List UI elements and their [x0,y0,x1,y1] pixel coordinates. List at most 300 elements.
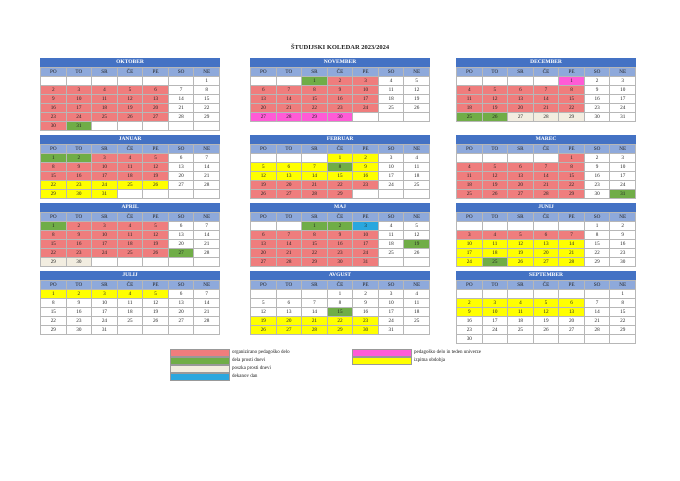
empty-cell [559,335,585,344]
day-cell: 26 [482,113,508,122]
day-cell: 1 [559,154,585,163]
day-cell: 6 [533,231,559,240]
day-cell: 21 [194,172,220,181]
legend-swatch [170,365,230,373]
weekday-header: TO [276,68,302,77]
day-cell: 5 [508,231,534,240]
week-row [251,163,430,172]
day-cell: 19 [533,317,559,326]
day-cell: 3 [92,222,118,231]
day-cell: 15 [327,172,353,181]
day-cell: 12 [482,95,508,104]
day-cell: 16 [327,95,353,104]
day-cell: 8 [610,299,636,308]
weekday-header: PE [143,281,169,290]
day-cell: 23 [327,249,353,258]
day-cell: 22 [327,181,353,190]
day-cell: 14 [276,95,302,104]
legend-label: izpitna obdobja [414,358,445,363]
day-cell: 1 [41,290,67,299]
day-cell: 3 [610,77,636,86]
day-cell: 5 [143,154,169,163]
day-cell: 12 [117,95,143,104]
week-row [41,154,220,163]
day-cell: 4 [508,299,534,308]
day-cell: 9 [584,163,610,172]
day-cell: 2 [327,222,353,231]
day-cell: 8 [584,231,610,240]
weekday-header: ČE [117,68,143,77]
week-row [251,258,430,267]
day-cell: 19 [508,249,534,258]
day-cell: 17 [378,172,404,181]
weekday-header: ČE [533,213,559,222]
day-cell: 25 [92,113,118,122]
legend-swatch [170,349,230,357]
day-cell: 18 [378,95,404,104]
day-cell: 23 [66,181,92,190]
day-cell: 9 [327,231,353,240]
weekday-header: NE [404,68,430,77]
day-cell: 6 [251,231,277,240]
week-row [457,258,636,267]
day-cell: 16 [584,95,610,104]
empty-cell [168,77,194,86]
day-cell: 13 [251,95,277,104]
day-cell: 20 [533,249,559,258]
day-cell: 31 [610,190,636,199]
day-cell: 2 [584,77,610,86]
empty-cell [276,222,302,231]
week-row [251,299,430,308]
day-cell: 24 [482,326,508,335]
day-cell: 29 [302,258,328,267]
day-cell: 2 [66,222,92,231]
day-cell: 7 [584,299,610,308]
day-cell: 4 [404,154,430,163]
month-april [40,203,220,267]
month-title: OKTOBER [40,58,220,67]
day-cell: 5 [404,77,430,86]
day-cell: 22 [559,104,585,113]
day-cell: 18 [508,317,534,326]
weekday-header: SR [302,213,328,222]
day-cell: 9 [66,163,92,172]
empty-cell [143,122,169,131]
day-cell: 28 [533,113,559,122]
day-cell: 28 [584,326,610,335]
weekday-header: PE [143,213,169,222]
day-cell: 3 [457,231,483,240]
day-cell: 25 [117,249,143,258]
day-cell: 14 [194,231,220,240]
day-cell: 22 [559,181,585,190]
empty-cell [194,326,220,335]
week-row [457,326,636,335]
day-cell: 22 [41,317,67,326]
week-row [251,249,430,258]
week-row [41,290,220,299]
day-cell: 20 [559,317,585,326]
day-cell: 4 [378,77,404,86]
day-cell: 25 [404,181,430,190]
day-cell: 3 [378,290,404,299]
day-cell: 23 [353,181,379,190]
day-cell: 29 [41,258,67,267]
weekday-header: PO [251,281,277,290]
day-cell: 27 [276,326,302,335]
week-row [457,231,636,240]
day-cell: 26 [482,190,508,199]
empty-cell [143,258,169,267]
day-cell: 3 [482,299,508,308]
week-row [457,308,636,317]
day-cell: 14 [584,308,610,317]
empty-cell [559,222,585,231]
day-cell: 5 [143,290,169,299]
day-cell: 21 [584,317,610,326]
day-cell: 24 [92,249,118,258]
day-cell: 31 [66,122,92,131]
day-cell: 17 [457,249,483,258]
empty-cell [251,154,277,163]
day-cell: 4 [482,231,508,240]
day-cell: 9 [610,231,636,240]
day-cell: 20 [143,104,169,113]
month-title: JUNIJ [456,203,636,212]
day-cell: 29 [41,326,67,335]
day-cell: 5 [482,86,508,95]
weekday-header: ČE [533,145,559,154]
day-cell: 19 [143,240,169,249]
day-cell: 7 [194,154,220,163]
day-cell: 27 [251,258,277,267]
day-cell: 2 [610,222,636,231]
week-row [457,113,636,122]
week-row [457,77,636,86]
day-cell: 23 [353,317,379,326]
empty-cell [533,77,559,86]
weekday-header: ČE [327,213,353,222]
day-cell: 14 [559,240,585,249]
day-cell: 29 [302,113,328,122]
empty-cell [404,190,430,199]
day-cell: 8 [41,163,67,172]
day-cell: 12 [143,163,169,172]
day-cell: 20 [251,104,277,113]
empty-cell [533,154,559,163]
empty-cell [378,258,404,267]
day-cell: 17 [482,317,508,326]
day-cell: 16 [41,104,67,113]
month-title: MAJ [250,203,430,212]
empty-cell [92,258,118,267]
day-cell: 14 [276,240,302,249]
day-cell: 1 [194,77,220,86]
day-cell: 1 [302,222,328,231]
weekday-header: NE [610,213,636,222]
day-cell: 27 [168,181,194,190]
day-cell: 2 [584,154,610,163]
day-cell: 10 [353,86,379,95]
empty-cell [508,77,534,86]
weekday-header: PE [353,213,379,222]
weekday-header: ČE [117,145,143,154]
day-cell: 28 [302,190,328,199]
week-row [251,86,430,95]
day-cell: 7 [276,86,302,95]
day-cell: 30 [66,258,92,267]
week-row [41,222,220,231]
day-cell: 8 [327,163,353,172]
legend-label: poszka prosti dnevi [232,366,271,371]
week-row [457,95,636,104]
day-cell: 7 [194,222,220,231]
empty-cell [194,258,220,267]
empty-cell [378,113,404,122]
day-cell: 14 [533,95,559,104]
day-cell: 27 [168,249,194,258]
week-row [41,163,220,172]
day-cell: 21 [559,249,585,258]
legend-swatch [352,349,412,357]
day-cell: 18 [92,104,118,113]
day-cell: 17 [92,308,118,317]
day-cell: 7 [194,290,220,299]
weekday-header: ČE [327,281,353,290]
weekday-header: SR [302,145,328,154]
empty-cell [302,290,328,299]
week-row [457,104,636,113]
weekday-header: SR [508,281,534,290]
empty-cell [251,290,277,299]
day-cell: 11 [508,308,534,317]
day-cell: 6 [168,222,194,231]
weekday-header: SR [508,68,534,77]
day-cell: 20 [508,104,534,113]
day-cell: 13 [168,163,194,172]
day-cell: 8 [302,231,328,240]
day-cell: 17 [353,95,379,104]
legend-label: pedagoško delo in teden univerze [414,350,481,355]
day-cell: 18 [404,172,430,181]
day-cell: 19 [143,308,169,317]
empty-cell [66,77,92,86]
empty-cell [276,154,302,163]
day-cell: 31 [378,326,404,335]
day-cell: 8 [559,86,585,95]
weekday-header: PE [559,68,585,77]
empty-cell [404,326,430,335]
day-cell: 16 [353,308,379,317]
day-cell: 19 [117,104,143,113]
day-cell: 21 [168,104,194,113]
day-cell: 11 [482,240,508,249]
day-cell: 3 [353,222,379,231]
empty-cell [117,258,143,267]
day-cell: 7 [168,86,194,95]
day-cell: 17 [353,240,379,249]
weekday-header: SO [168,68,194,77]
empty-cell [117,190,143,199]
empty-cell [482,335,508,344]
weekday-header: PE [143,68,169,77]
empty-cell [457,77,483,86]
day-cell: 9 [66,231,92,240]
day-cell: 14 [302,172,328,181]
week-row [457,299,636,308]
page-title: ŠTUDIJSKI KOLEDAR 2023/2024 [290,44,390,51]
day-cell: 1 [302,77,328,86]
week-row [41,86,220,95]
day-cell: 28 [194,249,220,258]
day-cell: 30 [41,122,67,131]
day-cell: 23 [66,249,92,258]
day-cell: 21 [533,104,559,113]
day-cell: 3 [66,86,92,95]
empty-cell [533,290,559,299]
day-cell: 3 [92,290,118,299]
day-cell: 24 [353,104,379,113]
day-cell: 3 [353,77,379,86]
empty-cell [41,77,67,86]
weekday-header: SR [92,68,118,77]
empty-cell [378,190,404,199]
week-row [251,172,430,181]
day-cell: 18 [404,308,430,317]
weekday-header: TO [482,145,508,154]
day-cell: 25 [457,190,483,199]
day-cell: 28 [194,181,220,190]
week-row [251,326,430,335]
day-cell: 15 [41,240,67,249]
empty-cell [168,258,194,267]
day-cell: 5 [251,163,277,172]
day-cell: 10 [482,308,508,317]
weekday-header: NE [194,281,220,290]
month-title: AVGUST [250,271,430,280]
weekday-header: ČE [533,68,559,77]
day-cell: 22 [327,317,353,326]
day-cell: 16 [353,172,379,181]
weekday-header: PO [41,281,67,290]
weekday-header: ČE [533,281,559,290]
day-cell: 4 [378,222,404,231]
day-cell: 26 [143,317,169,326]
empty-cell [353,190,379,199]
day-cell: 30 [584,190,610,199]
empty-cell [533,222,559,231]
week-row [251,190,430,199]
day-cell: 30 [610,258,636,267]
day-cell: 22 [610,317,636,326]
day-cell: 12 [404,86,430,95]
empty-cell [117,77,143,86]
day-cell: 15 [559,95,585,104]
day-cell: 9 [353,163,379,172]
day-cell: 25 [404,317,430,326]
month-title: DECEMBER [456,58,636,67]
day-cell: 11 [378,231,404,240]
week-row [457,181,636,190]
day-cell: 16 [584,172,610,181]
week-row [41,231,220,240]
day-cell: 15 [302,95,328,104]
day-cell: 6 [251,86,277,95]
day-cell: 6 [143,86,169,95]
day-cell: 8 [327,299,353,308]
week-row [251,317,430,326]
day-cell: 23 [327,104,353,113]
week-row [457,86,636,95]
weekday-header: NE [610,68,636,77]
weekday-header: TO [482,68,508,77]
week-row [41,122,220,131]
day-cell: 8 [41,231,67,240]
weekday-header: SO [584,281,610,290]
day-cell: 28 [168,113,194,122]
day-cell: 25 [508,326,534,335]
day-cell: 6 [508,163,534,172]
empty-cell [302,154,328,163]
week-row [41,104,220,113]
day-cell: 24 [92,317,118,326]
day-cell: 12 [251,172,277,181]
empty-cell [143,190,169,199]
day-cell: 6 [276,299,302,308]
day-cell: 30 [353,326,379,335]
day-cell: 15 [610,308,636,317]
weekday-header: SO [168,145,194,154]
day-cell: 27 [276,190,302,199]
day-cell: 16 [66,172,92,181]
day-cell: 25 [378,104,404,113]
day-cell: 17 [66,104,92,113]
month-title: APRIL [40,203,220,212]
day-cell: 13 [251,240,277,249]
day-cell: 29 [327,190,353,199]
week-row [41,326,220,335]
day-cell: 21 [276,249,302,258]
day-cell: 24 [610,181,636,190]
day-cell: 30 [584,113,610,122]
day-cell: 18 [117,240,143,249]
day-cell: 1 [327,154,353,163]
day-cell: 17 [92,240,118,249]
day-cell: 10 [92,163,118,172]
weekday-header: SO [378,213,404,222]
weekday-header: PO [41,213,67,222]
empty-cell [404,113,430,122]
legend-label: dela prosti dnevi [232,358,266,363]
day-cell: 12 [143,231,169,240]
day-cell: 22 [41,249,67,258]
day-cell: 19 [404,240,430,249]
day-cell: 1 [584,222,610,231]
day-cell: 5 [143,222,169,231]
month-oktober [40,58,220,131]
weekday-header: ČE [327,145,353,154]
day-cell: 13 [533,240,559,249]
day-cell: 13 [168,231,194,240]
empty-cell [482,154,508,163]
day-cell: 24 [378,181,404,190]
weekday-header: PO [251,145,277,154]
empty-cell [482,222,508,231]
day-cell: 13 [276,172,302,181]
day-cell: 29 [327,326,353,335]
month-title: NOVEMBER [250,58,430,67]
